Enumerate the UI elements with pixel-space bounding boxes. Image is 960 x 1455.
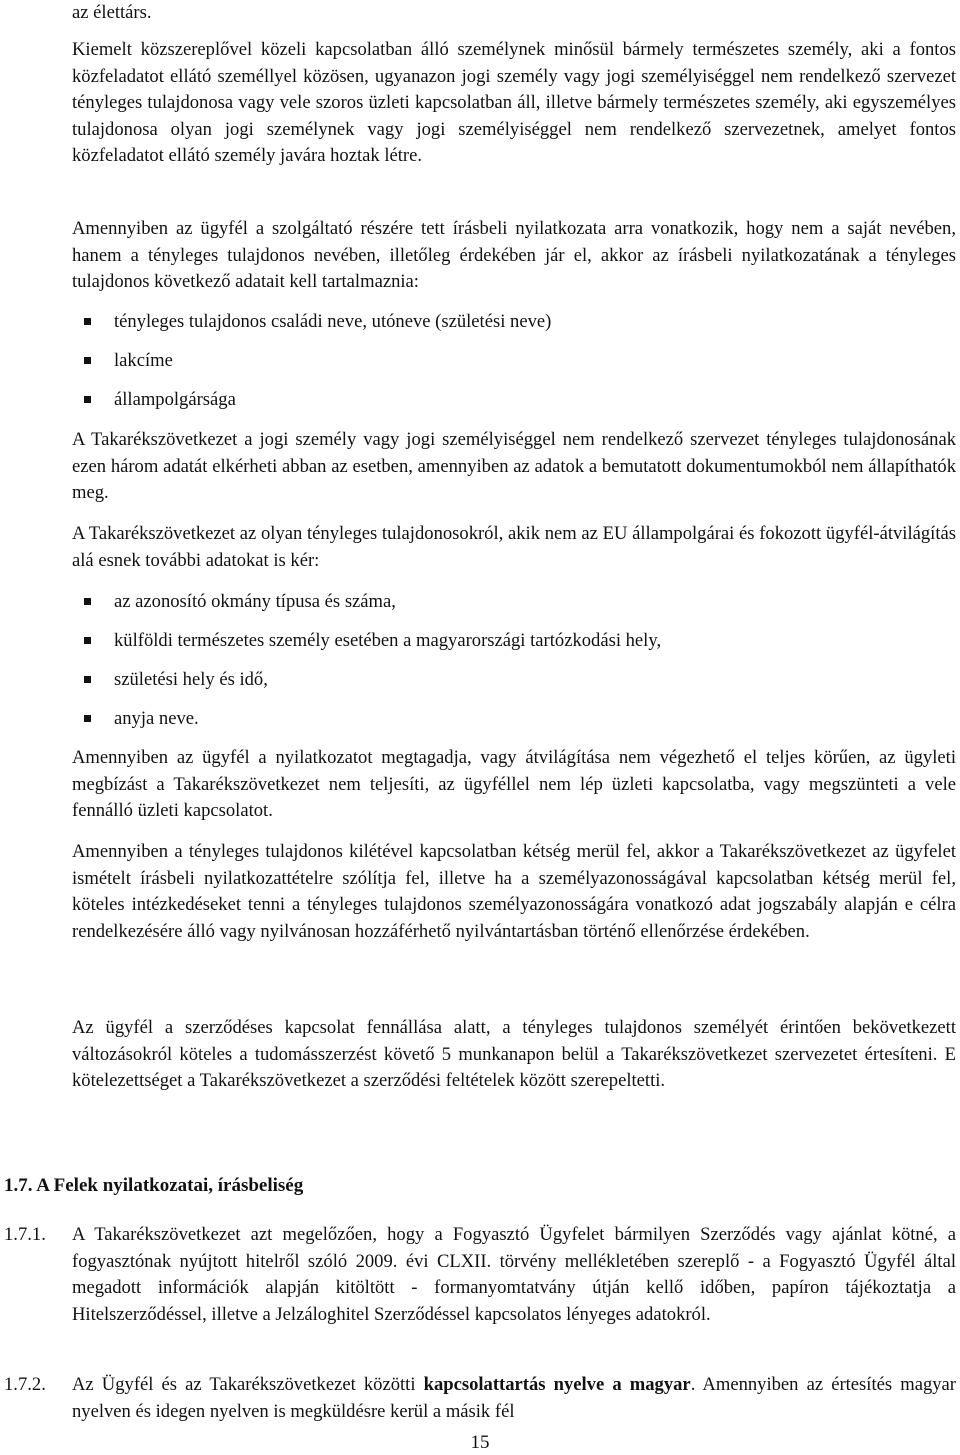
bold-phrase: kapcsolattartás nyelve a magyar [423,1374,691,1395]
list-item: az azonosító okmány típusa és száma, [72,589,952,615]
paragraph-close-associate: Kiemelt közszereplővel közeli kapcsolatban álló személynek minősül bármely természetes személy, aki a fontos közfeladatot ellátó személlyel közösen, ugyanazon jogi személy vagy jogi személyiséggel nem rendelkező szervezet tényleges tulajdonosa vagy vele szoros üzleti kapcsolatban áll, illetve bármely természetes személy, aki egyszemélyes tulajdonosa olyan jogi személynek vagy jogi személyiséggel nem rendelkező szervezetnek, amelyet fontos közfeladatot ellátó személy javára hoztak létre. [72,39,956,167]
paragraph-declaration: Amennyiben az ügyfél a szolgáltató részére tett írásbeli nyilatkozata arra vonatkozik, hogy nem a saját nevében, hanem a tényleges tulajdonos nevében, illetőleg érdekében jár el, akkor az írásbeli nyilatkozatának a tényleges tulajdonos következő adatait kell tartalmaznia: [72,218,956,293]
paragraph-1-7-2: Az Ügyfél és az Takarékszövetkezet közötti kapcsolattartás nyelve a magyar. Amennyiben az értesítés magyar nyelven és idegen nyelven is megküldésre kerül a másik fél [72,1374,956,1422]
paragraph-1-7-1: A Takarékszövetkezet azt megelőzően, hogy a Fogyasztó Ügyfelet bármilyen Szerződés vagy ajánlat kötné, a fogyasztónak nyújtott hitelről szóló 2009. évi CLXII. törvény mellékletében szereplő - a Fogyasztó Ügyfél által megadott információk alapján kitöltött - formanyomtatvány útján kellő időben, papíron tájékoztatja a Hitelszerződéssel, illetve a Jelzáloghitel Szerződéssel kapcsolatos lényeges adatokról. [72,1224,956,1325]
bullet-square-icon [84,598,91,605]
paragraph-non-eu: A Takarékszövetkezet az olyan tényleges tulajdonosokról, akik nem az EU állampolgárai és fokozott ügyfél-átvilágítás alá esnek további adatokat is kér: [72,523,956,571]
list-item: lakcíme [72,348,952,374]
top-line: az élettárs. [72,2,152,23]
bullet-square-icon [84,676,91,683]
bullet-square-icon [84,715,91,722]
paragraph-changes: Az ügyfél a szerződéses kapcsolat fennállása alatt, a tényleges tulajdonos személyét érintően bekövetkezett változásokról köteles a tudomásszerzést követő 5 munkanapon belül a Takarékszövetkezet szervezetet értesíteni. E kötelezettséget a Takarékszövetkezet a szerződési feltételek között szerepeltetti. [72,1017,956,1092]
list-item: születési hely és idő, [72,667,952,693]
paragraph-three-data: A Takarékszövetkezet a jogi személy vagy jogi személyiséggel nem rendelkező szervezet tényleges tulajdonosának ezen három adatát elkérheti abban az esetben, amennyiben az adatok a bemutatott dokumentumokból nem állapíthatók meg. [72,429,956,504]
bullet-square-icon [84,637,91,644]
item-number: 1.7.2. [4,1374,46,1395]
item-number: 1.7.1. [4,1224,46,1245]
paragraph-refusal: Amennyiben az ügyfél a nyilatkozatot megtagadja, vagy átvilágítása nem végezhető el teljes körűen, az ügyleti megbízást a Takarékszövetkezet nem teljesíti, az ügyféllel nem lép üzleti kapcsolatba, vagy megszünteti a vele fennálló üzleti kapcsolatot. [72,747,956,822]
bullet-square-icon [84,318,91,325]
bullet-square-icon [84,396,91,403]
section-heading: 1.7. A Felek nyilatkozatai, írásbeliség [4,1175,304,1196]
bullet-square-icon [84,357,91,364]
list-item: tényleges tulajdonos családi neve, utóneve (születési neve) [72,309,952,335]
page-number: 15 [470,1432,490,1453]
list-item: állampolgársága [72,387,952,413]
paragraph-doubt: Amennyiben a tényleges tulajdonos kilétével kapcsolatban kétség merül fel, akkor a Takarékszövetkezet az ügyfelet ismételt írásbeli nyilatkozattételre szólítja fel, illetve ha a személyazonosságával kapcsolatban kétség merül fel, köteles intézkedéseket tenni a tényleges tulajdonos személyazonosságára vonatkozó adat jogszabály alapján e célra rendelkezésére álló vagy nyilvánosan hozzáférhető nyilvántartásban történő ellenőrzése érdekében. [72,841,956,942]
list-item: anyja neve. [72,706,952,732]
list-item: külföldi természetes személy esetében a magyarországi tartózkodási hely, [72,628,952,654]
